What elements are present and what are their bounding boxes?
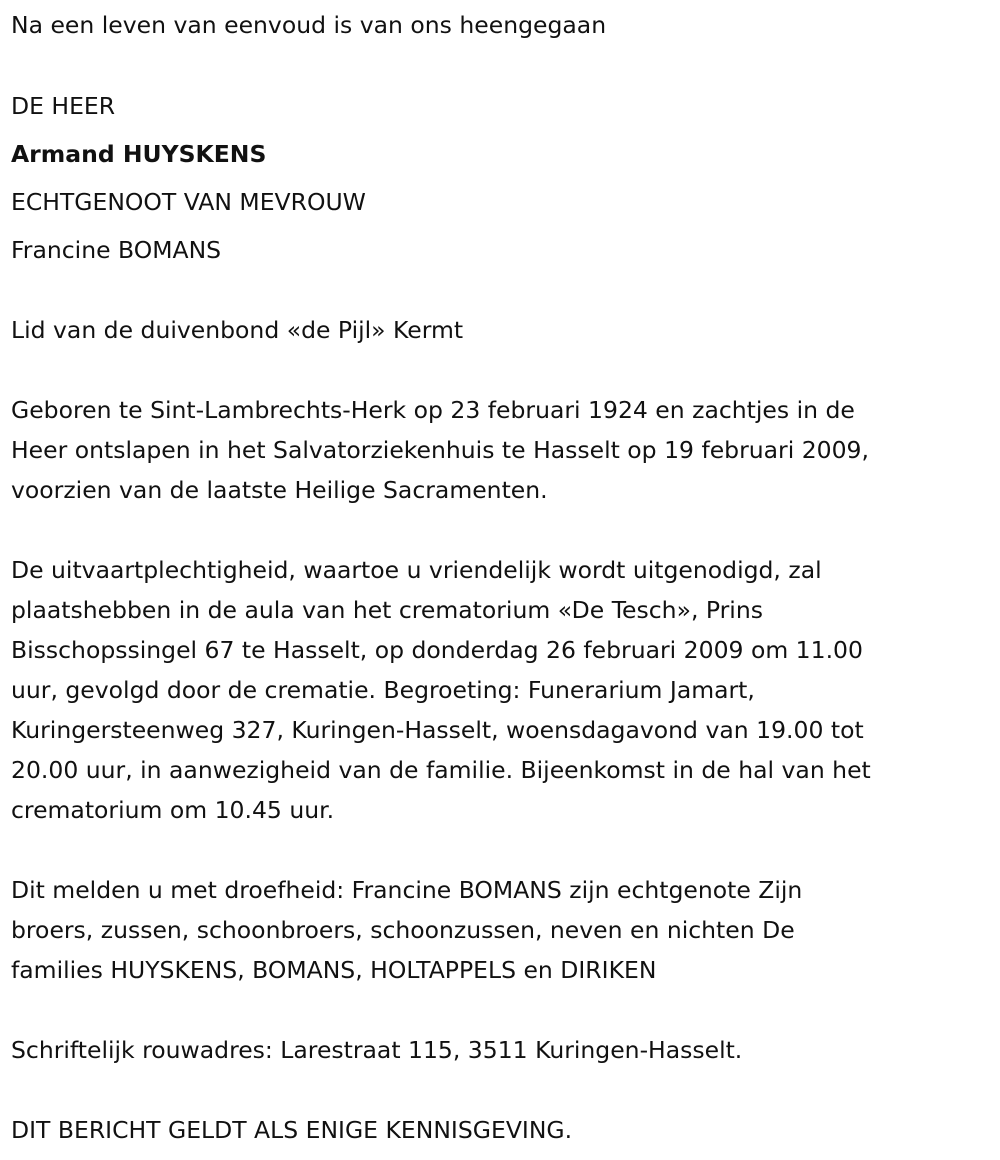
title-prefix: DE HEER <box>11 92 116 120</box>
paragraph-line: Dit melden u met droefheid: Francine BOMANS zijn echtgenote Zijn <box>11 876 803 904</box>
membership-text: Lid van de duivenbond «de Pijl» Kermt <box>11 316 464 344</box>
paragraph-line: 20.00 uur, in aanwezigheid van de familie. Bijeenkomst in de hal van het <box>11 756 871 784</box>
paragraph-line: De uitvaartplechtigheid, waartoe u vriendelijk wordt uitgenodigd, zal <box>11 556 822 584</box>
closing-notice: DIT BERICHT GELDT ALS ENIGE KENNISGEVING. <box>11 1116 573 1144</box>
paragraph-line: Geboren te Sint-Lambrechts-Herk op 23 februari 1924 en zachtjes in de <box>11 396 855 424</box>
mourning-address: Schriftelijk rouwadres: Larestraat 115, 3511 Kuringen-Hasselt. <box>11 1036 743 1064</box>
paragraph-line: families HUYSKENS, BOMANS, HOLTAPPELS en DIRIKEN <box>11 956 657 984</box>
paragraph-line: Heer ontslapen in het Salvatorziekenhuis te Hasselt op 19 februari 2009, <box>11 436 869 464</box>
paragraph-line: crematorium om 10.45 uur. <box>11 796 335 824</box>
paragraph-line: Bisschopssingel 67 te Hasselt, op donderdag 26 februari 2009 om 11.00 <box>11 636 863 664</box>
paragraph-line: plaatshebben in de aula van het crematorium «De Tesch», Prins <box>11 596 763 624</box>
spouse-name: Francine BOMANS <box>11 236 222 264</box>
intro-text: Na een leven van eenvoud is van ons heengegaan <box>11 11 607 39</box>
paragraph-line: voorzien van de laatste Heilige Sacramenten. <box>11 476 548 504</box>
relation-label: ECHTGENOOT VAN MEVROUW <box>11 188 366 216</box>
deceased-name: Armand HUYSKENS <box>11 140 267 168</box>
paragraph-line: broers, zussen, schoonbroers, schoonzussen, neven en nichten De <box>11 916 795 944</box>
paragraph-line: Kuringersteenweg 327, Kuringen-Hasselt, woensdagavond van 19.00 tot <box>11 716 864 744</box>
paragraph-line: uur, gevolgd door de crematie. Begroeting: Funerarium Jamart, <box>11 676 755 704</box>
